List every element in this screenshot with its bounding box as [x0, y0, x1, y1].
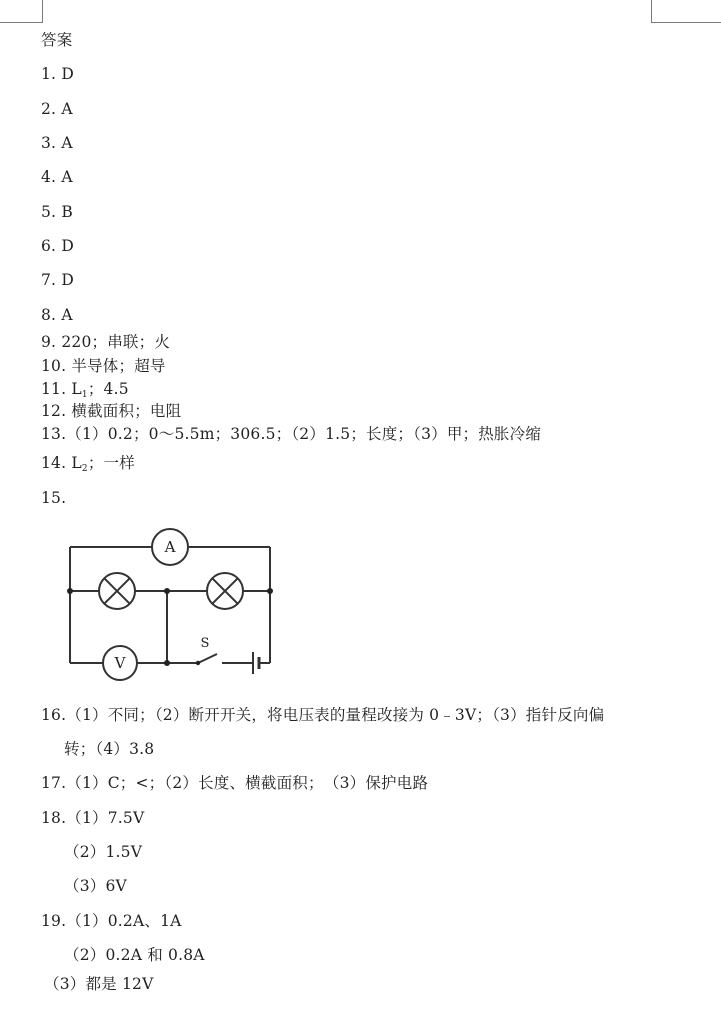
ammeter-label: A — [164, 538, 176, 556]
answer-number: 9. — [41, 333, 57, 351]
answer-text: D — [61, 237, 74, 255]
answer-text: （1）不同；（2）断开开关，将电压表的量程改接为 0﹣3V；（3）指针反向偏 — [66, 706, 605, 724]
voltmeter-label: V — [114, 654, 126, 672]
answer-10 — [41, 356, 166, 376]
answer-text: L — [71, 454, 82, 472]
switch-label: S — [200, 636, 210, 651]
answer-5 — [41, 202, 73, 222]
answer-number: 8. — [41, 306, 57, 324]
answer-text: 横截面积；电阻 — [71, 402, 182, 420]
answer-number: 3. — [41, 134, 57, 152]
answer-text: A — [61, 168, 73, 186]
answer-18-part-3: （3）6V — [64, 877, 127, 895]
answer-number: 5. — [41, 203, 57, 221]
answer-text: D — [61, 271, 74, 289]
answer-6 — [41, 236, 74, 256]
switch-blade — [198, 654, 217, 663]
answer-13 — [41, 424, 541, 444]
answer-18 — [41, 808, 144, 828]
circuit-diagram — [62, 528, 282, 688]
answer-number: 2. — [41, 100, 57, 118]
answer-number: 10. — [41, 357, 67, 375]
answer-8 — [41, 305, 73, 325]
junction-dot — [164, 660, 170, 666]
answer-2 — [41, 99, 73, 119]
answer-16 — [41, 705, 604, 725]
answer-number: 1. — [41, 65, 57, 83]
switch-contact — [196, 661, 200, 665]
answer-19-part-3: （3）都是 12V — [44, 975, 154, 993]
junction-dot — [67, 588, 73, 594]
answer-number: 12. — [41, 402, 67, 420]
answer-text: A — [61, 306, 73, 324]
answer-text: ；一样 — [87, 454, 135, 472]
answer-number: 14. — [41, 454, 67, 472]
answer-number: 4. — [41, 168, 57, 186]
document-title: 答案 — [41, 31, 73, 49]
answer-number: 18. — [41, 809, 67, 827]
answer-text: （1）0.2；0～5.5m；306.5；（2）1.5；长度；（3）甲；热胀冷缩 — [66, 425, 542, 443]
answer-number: 16. — [41, 706, 67, 724]
answer-text: ；4.5 — [87, 380, 129, 398]
answer-1 — [41, 64, 74, 84]
answer-text: （1）7.5V — [66, 809, 145, 827]
answer-text: 半导体；超导 — [71, 357, 166, 375]
answer-16-continuation: 转；（4）3.8 — [64, 740, 155, 758]
answer-7 — [41, 270, 74, 290]
crop-mark-top-right — [651, 0, 721, 23]
answer-12 — [41, 401, 181, 421]
answer-text: A — [61, 100, 73, 118]
answer-text: D — [61, 65, 74, 83]
answer-4 — [41, 167, 73, 187]
answer-number: 19. — [41, 912, 67, 930]
answer-18-part-2: （2）1.5V — [64, 843, 143, 861]
answer-text: B — [61, 203, 73, 221]
junction-dot — [164, 588, 170, 594]
answer-15 — [41, 488, 66, 508]
answer-19 — [41, 911, 182, 931]
answer-9 — [41, 332, 170, 352]
answer-number: 15. — [41, 489, 67, 507]
subscript: 2 — [81, 464, 88, 474]
answer-text: （1）0.2A、1A — [66, 912, 182, 930]
answer-number: 7. — [41, 271, 57, 289]
answer-text: A — [61, 134, 73, 152]
answer-17 — [41, 773, 428, 793]
answer-text: L — [71, 380, 82, 398]
subscript: 1 — [81, 390, 88, 400]
answer-text: （1）C；<；（2）长度、横截面积； （3）保护电路 — [66, 774, 429, 792]
crop-mark-top-left — [0, 0, 43, 23]
junction-dot — [267, 588, 273, 594]
answer-14 — [41, 453, 135, 479]
answer-number: 6. — [41, 237, 57, 255]
answer-number: 13. — [41, 425, 67, 443]
answer-number: 11. — [41, 380, 67, 398]
answer-3 — [41, 133, 73, 153]
answer-text: 220；串联；火 — [61, 333, 171, 351]
answer-19-part-2: （2）0.2A 和 0.8A — [64, 946, 205, 964]
answer-number: 17. — [41, 774, 67, 792]
